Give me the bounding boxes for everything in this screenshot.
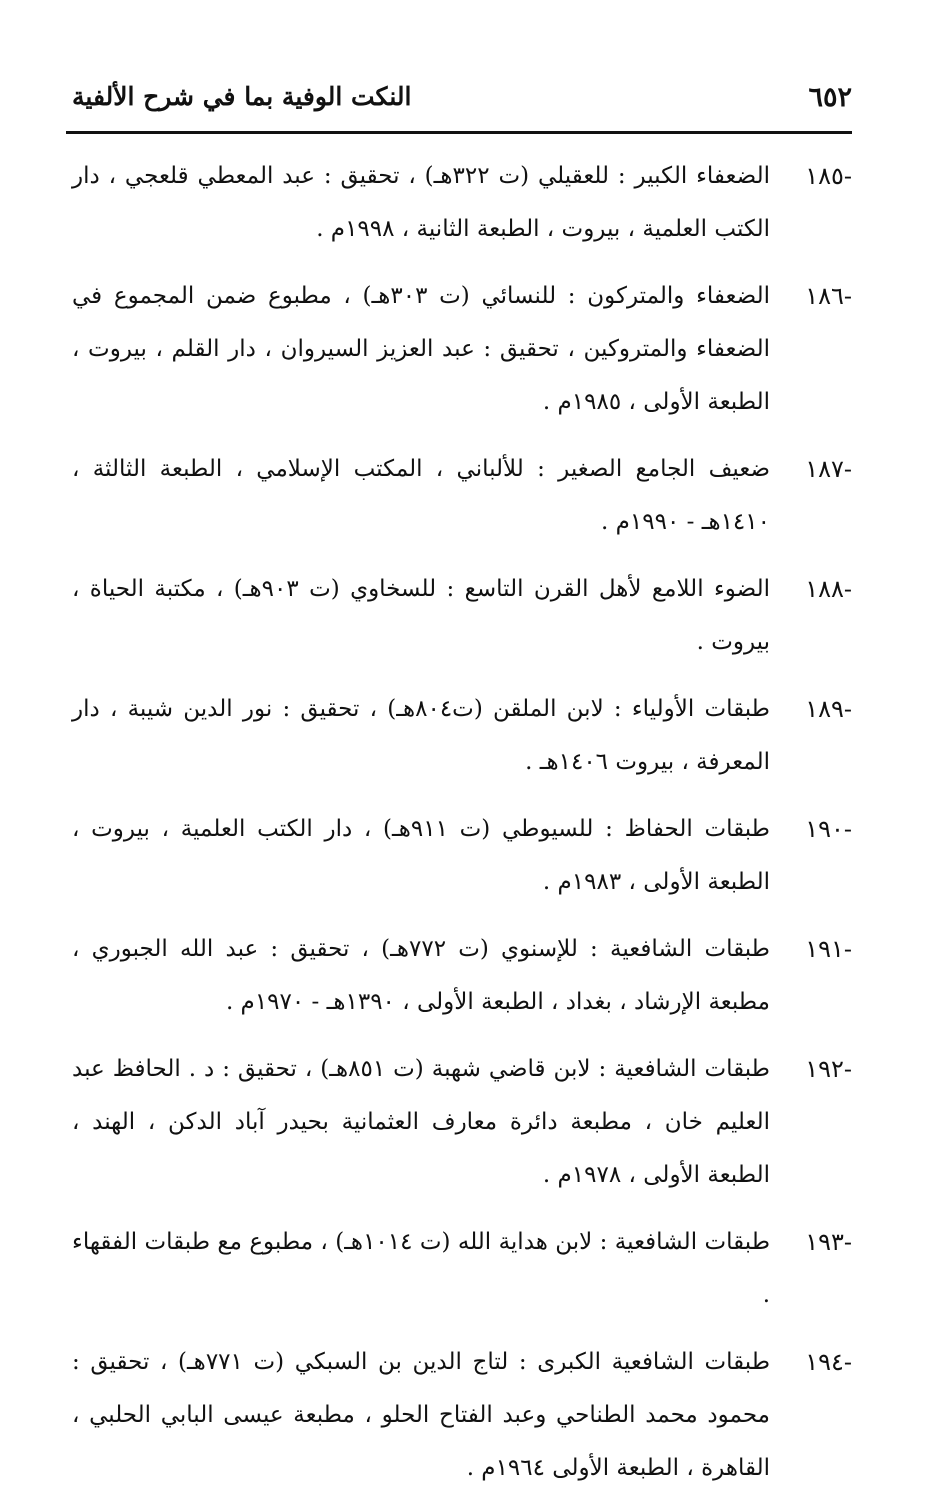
entry-number: ١٨٩- xyxy=(805,695,852,723)
bibliography-entry-193 xyxy=(72,1216,852,1322)
bibliography-entry-186 xyxy=(72,270,852,429)
entry-number: ١٨٥- xyxy=(805,162,852,190)
entry-number: ١٩٤- xyxy=(805,1348,852,1376)
entry-text: الضعفاء والمتركون : للنسائي (ت ٣٠٣هـ) ، مطبوع ضمن المجموع في الضعفاء والمتروكين ، تحقيق : عبد العزيز السيروان ، دار القلم ، بيروت ، الطبعة الأولى ، ١٩٨٥م . xyxy=(72,283,770,415)
entry-text: ضعيف الجامع الصغير : للألباني ، المكتب الإسلامي ، الطبعة الثالثة ، ١٤١٠هـ - ١٩٩٠م . xyxy=(72,456,770,535)
entry-text: طبقات الشافعية الكبرى : لتاج الدين بن السبكي (ت ٧٧١هـ) ، تحقيق : محمود محمد الطناحي وعبد الفتاح الحلو ، مطبعة عيسى البابي الحلبي ، القاهرة ، الطبعة الأولى ١٩٦٤م . xyxy=(72,1349,770,1481)
bibliography-entry-194 xyxy=(72,1336,852,1495)
page-number: ٦٥٢ xyxy=(808,82,852,113)
bibliography-entry-190 xyxy=(72,803,852,909)
entry-number: ١٩٠- xyxy=(805,815,852,843)
entry-text: الضعفاء الكبير : للعقيلي (ت ٣٢٢هـ) ، تحقيق : عبد المعطي قلعجي ، دار الكتب العلمية ، بيروت ، الطبعة الثانية ، ١٩٩٨م . xyxy=(72,163,770,242)
bibliography-entry-192 xyxy=(72,1043,852,1202)
entry-text: طبقات الشافعية : للإسنوي (ت ٧٧٢هـ) ، تحقيق : عبد الله الجبوري ، مطبعة الإرشاد ، بغداد ، الطبعة الأولى ، ١٣٩٠هـ - ١٩٧٠م . xyxy=(72,936,770,1015)
header-rule xyxy=(66,131,852,134)
bibliography-entry-189 xyxy=(72,683,852,789)
entry-text: طبقات الشافعية : لابن قاضي شهبة (ت ٨٥١هـ) ، تحقيق : د . الحافظ عبد العليم خان ، مطبعة دائرة معارف العثمانية بحيدر آباد الدكن ، الهند ، الطبعة الأولى ، ١٩٧٨م . xyxy=(72,1056,770,1188)
running-head xyxy=(72,78,852,122)
entry-text: طبقات الأولياء : لابن الملقن (ت٨٠٤هـ) ، تحقيق : نور الدين شيبة ، دار المعرفة ، بيروت ١٤٠٦هـ . xyxy=(72,696,770,775)
bibliography-entry-188 xyxy=(72,563,852,669)
entry-text: الضوء اللامع لأهل القرن التاسع : للسخاوي (ت ٩٠٣هـ) ، مكتبة الحياة ، بيروت . xyxy=(72,576,770,655)
bibliography-entry-191 xyxy=(72,923,852,1029)
entry-number: ١٩٣- xyxy=(805,1228,852,1256)
entry-number: ١٨٦- xyxy=(805,282,852,310)
bibliography-entry-187 xyxy=(72,443,852,549)
book-title: النكت الوفية بما في شرح الألفية xyxy=(72,82,412,111)
entry-text: طبقات الحفاظ : للسيوطي (ت ٩١١هـ) ، دار الكتب العلمية ، بيروت ، الطبعة الأولى ، ١٩٨٣م . xyxy=(72,816,770,895)
bibliography-list xyxy=(72,150,852,1509)
entry-number: ١٨٨- xyxy=(805,575,852,603)
entry-number: ١٩١- xyxy=(805,935,852,963)
entry-number: ١٩٢- xyxy=(805,1055,852,1083)
bibliography-entry-185 xyxy=(72,150,852,256)
entry-text: طبقات الشافعية : لابن هداية الله (ت ١٠١٤هـ) ، مطبوع مع طبقات الفقهاء . xyxy=(72,1229,770,1308)
entry-number: ١٨٧- xyxy=(805,455,852,483)
